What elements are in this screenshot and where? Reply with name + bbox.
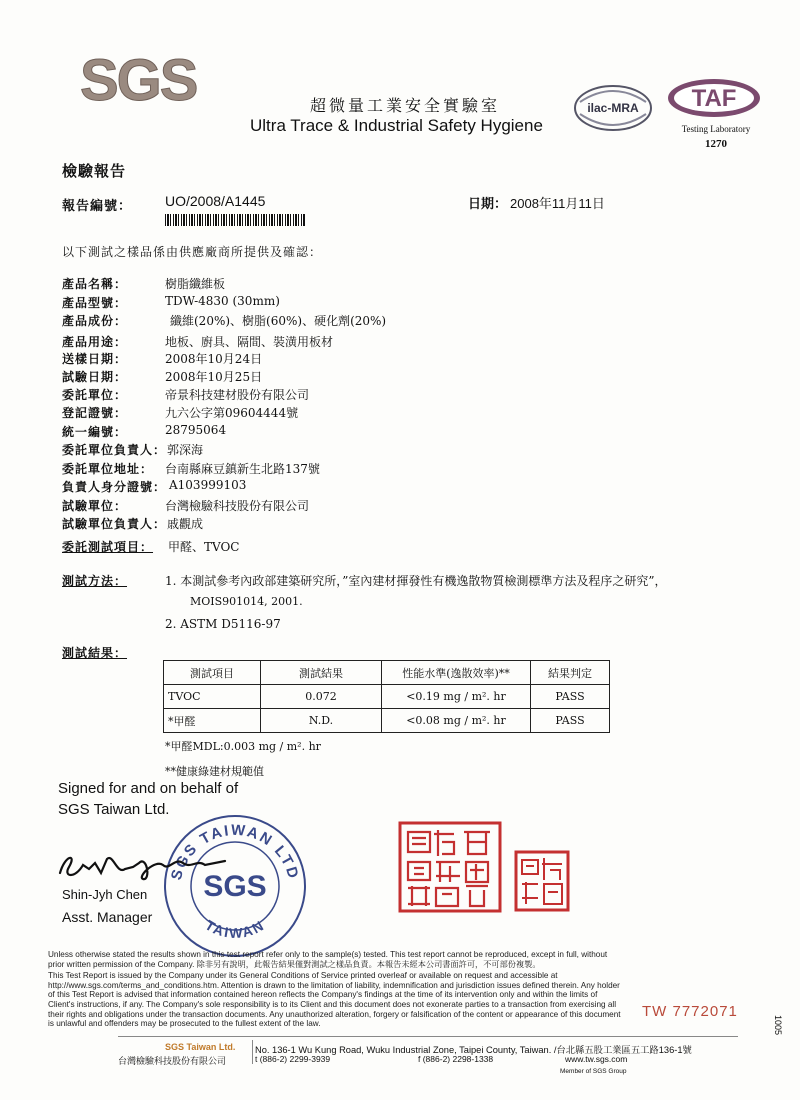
footer-tel: t (886-2) 2299-3939 [255, 1054, 331, 1064]
field-label: 試驗日期： [62, 370, 128, 384]
svg-text:TAIWAN [202, 917, 267, 941]
signed-line-2: SGS Taiwan Ltd. [58, 801, 170, 818]
table-row [164, 685, 610, 709]
document-title: 檢驗報告 [62, 162, 127, 180]
taf-number: 1270 [705, 138, 727, 150]
field-label: 產品用途： [62, 335, 128, 349]
table-cell: TVOC [164, 685, 261, 709]
items-label: 委託測試項目： [62, 540, 154, 554]
footer-member: Member of SGS Group [560, 1068, 627, 1075]
disclaimer-paragraph-1: Unless otherwise stated the results shown in this test report refer only to the sample(s) tested. This test report cannot be reproduced, except in full, without prior written permission of the Company. 除非另有說明，此報告結果僅對測試之樣品負責。本報告未經本公司書面許可，不可部份複製。 [48, 950, 608, 969]
handwritten-signature [55, 845, 235, 885]
lab-name-en: Ultra Trace & Industrial Safety Hygiene [250, 116, 543, 135]
method-label: 測試方法： [62, 574, 128, 588]
note-mdl: *甲醛MDL:0.003 mg / m². hr [165, 740, 321, 753]
table-row [164, 709, 610, 733]
table-cell: PASS [531, 685, 610, 709]
field-value: 纖維(20%)、樹脂(60%)、硬化劑(20%) [170, 314, 387, 328]
table-cell: 0.072 [261, 685, 382, 709]
table-cell: PASS [531, 709, 610, 733]
footer-divider [252, 1040, 253, 1064]
disclaimer-text [48, 950, 623, 1029]
field-value: 28795064 [165, 423, 227, 437]
table-header: 性能水準(逸散效率)** [382, 661, 531, 685]
footer-brand-en: SGS Taiwan Ltd. [165, 1042, 236, 1052]
field-value: TDW-4830 (30mm) [165, 294, 280, 308]
lab-name-zh: 超微量工業安全實驗室 [310, 96, 501, 115]
field-label: 產品型號： [62, 296, 128, 310]
field-label: 負責人身分證號： [62, 480, 167, 494]
svg-text:ilac-MRA: ilac-MRA [587, 101, 639, 115]
field-label: 試驗單位負責人： [62, 517, 167, 531]
field-value: 帝景科技建材股份有限公司 [165, 388, 310, 402]
serial-number: TW 7772071 [642, 1003, 738, 1020]
stamp-bottom-text: TAIWAN [202, 916, 268, 941]
ilac-mra-logo [572, 82, 654, 134]
report-no: UO/2008/A1445 [165, 193, 266, 209]
disclaimer-paragraph-2: This Test Report is issued by the Company under its General Conditions of Service printed overleaf or available on request and accessible at http://www.sgs.com/terms_and_conditions.htm. Attention is drawn to the limitation of liability, indemnification and jurisdiction issues defined therein. Any holder of this Test Report is advised that information contained hereon reflects the Company's findings at the time of its intervention only and within the limits of Client's instructions, if any. The Company's sole responsibility is to its Client and this document does not exonerate parties to a transaction from exercising all their rights and obligations under the transaction documents. Any unauthorized alteration, forgery or falsification of the content or appearance of this document is unlawful and offenders may be prosecuted to the fullest extent of the law. [48, 971, 621, 1029]
taf-subtitle: Testing Laboratory [681, 124, 751, 134]
footer-web: www.tw.sgs.com [565, 1054, 628, 1064]
table-header: 測試項目 [164, 661, 261, 685]
company-round-stamp [160, 812, 310, 960]
field-value: 台灣檢驗科技股份有限公司 [165, 499, 310, 513]
table-header: 結果判定 [531, 661, 610, 685]
note-standard: **健康綠建材規範值 [165, 765, 264, 778]
field-label: 委託單位地址： [62, 462, 154, 476]
table-cell: *甲醛 [164, 709, 261, 733]
table-cell: <0.19 mg / m². hr [382, 685, 531, 709]
footer-rule [118, 1036, 738, 1037]
field-value: 樹脂纖維板 [165, 277, 226, 291]
svg-text:TAF: TAF [691, 85, 737, 112]
intro-text: 以下測試之樣品係由供應廠商所提供及確認： [62, 245, 323, 259]
field-value: 郭深海 [167, 443, 204, 457]
field-label: 委託單位： [62, 388, 128, 402]
footer-fax: f (886-2) 2298-1338 [418, 1054, 494, 1064]
table-header-row [164, 661, 610, 685]
table-cell: N.D. [261, 709, 382, 733]
taf-logo [664, 76, 764, 120]
results-table [163, 660, 610, 733]
signer-name: Shin-Jyh Chen [62, 887, 148, 902]
field-label: 登記證號： [62, 406, 128, 420]
field-label: 產品名稱： [62, 277, 128, 291]
table-cell: <0.08 mg / m². hr [382, 709, 531, 733]
field-value: 地板、廚具、隔間、裝潢用板材 [165, 335, 334, 349]
stamp-top-text: SGS TAIWAN LTD [167, 821, 303, 882]
field-value: 2008年10月24日 [165, 352, 263, 366]
report-no-label: 報告編號： [62, 199, 133, 214]
field-value: 戚觀成 [167, 517, 204, 531]
field-label: 試驗單位： [62, 499, 128, 513]
signed-line-1: Signed for and on behalf of [58, 780, 239, 797]
field-value: 九六公字第09604444號 [165, 406, 299, 420]
footer-address: No. 136-1 Wu Kung Road, Wuku Industrial Zone, Taipei County, Taiwan. /台北縣五股工業區五工路136-1號 [255, 1045, 692, 1055]
field-label: 委託單位負責人： [62, 443, 167, 457]
table-header: 測試結果 [261, 661, 382, 685]
results-label: 測試結果： [62, 646, 128, 660]
method-line-1b: MOIS901014, 2001. [190, 595, 303, 608]
field-label: 統一編號： [62, 425, 128, 439]
signer-title: Asst. Manager [62, 909, 153, 925]
method-line-2: 2. ASTM D5116-97 [165, 617, 281, 631]
sgs-logo [78, 48, 203, 110]
footer-brand-zh: 台灣檢驗科技股份有限公司 [118, 1057, 227, 1067]
field-label: 送樣日期： [62, 352, 128, 366]
official-red-seal [398, 820, 578, 915]
field-value: A103999103 [169, 478, 247, 492]
items-value: 甲醛、TVOC [168, 540, 240, 554]
barcode [165, 214, 305, 226]
date-label: 日期： [468, 197, 508, 212]
field-value: 2008年10月25日 [165, 370, 263, 384]
field-label: 產品成份： [62, 314, 128, 328]
side-number: 1005 [773, 1015, 783, 1036]
stamp-center-text: SGS [203, 870, 267, 903]
svg-text:SGS: SGS [80, 48, 197, 110]
report-date: 2008年11月11日 [510, 196, 605, 211]
method-line-1: 1. 本測試參考內政部建築研究所，”室內建材揮發性有機逸散物質檢測標準方法及程序之研究”， [165, 574, 667, 588]
field-value: 台南縣麻豆鎮新生北路137號 [165, 462, 320, 476]
